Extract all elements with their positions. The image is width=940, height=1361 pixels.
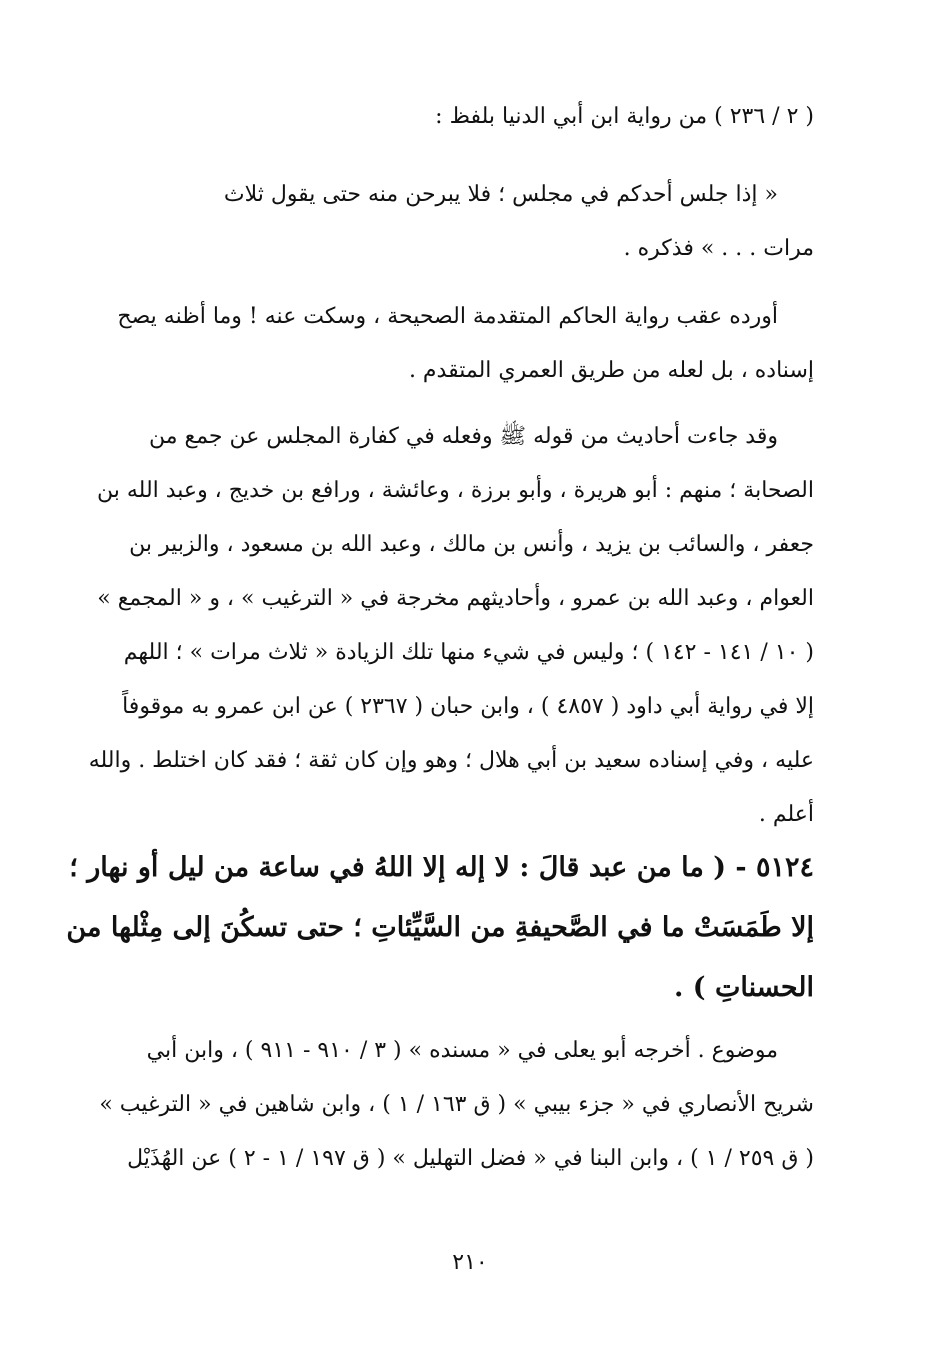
takhrij-paragraph [78, 1024, 814, 1186]
text-line: موضوع . أخرجه أبو يعلى في « مسنده » ( ٣ / ٩١٠ - ٩١١ ) ، وابن أبي [146, 1038, 778, 1063]
text-line: العوام ، وعبد الله بن عمرو ، وأحاديثهم مخرجة في « الترغيب » ، و « المجمع » [97, 586, 814, 611]
text-line: شريح الأنصاري في « جزء بيبي » ( ق ١٦٣ / ١ ) ، وابن شاهين في « الترغيب » [99, 1092, 814, 1117]
text-line: ( ١٠ / ١٤١ - ١٤٢ ) ؛ وليس في شيء منها تلك الزيادة « ثلاث مرات » ؛ اللهم [123, 640, 814, 665]
hadith-heading [66, 838, 814, 1018]
text-line: ( ٢ / ٢٣٦ ) من رواية ابن أبي الدنيا بلفظ : [435, 104, 814, 129]
text-line: مرات . . . » فذكره . [623, 236, 814, 261]
text-line: أورده عقب رواية الحاكم المتقدمة الصحيحة ، وسكت عنه ! وما أظنه يصح [117, 304, 778, 329]
text-line: أعلم . [758, 802, 814, 827]
text-line: إسناده ، بل لعله من طريق العمري المتقدم . [408, 358, 814, 383]
text-line: وقد جاءت أحاديث من قوله ﷺ وفعله في كفارة المجلس عن جمع من [148, 424, 778, 449]
comment-paragraph [78, 290, 814, 398]
text-line: إلا في رواية أبي داود ( ٤٨٥٧ ) ، وابن حبان ( ٢٣٦٧ ) عن ابن عمرو به موقوفاً [122, 694, 814, 719]
text-line: ( ق ٢٥٩ / ١ ) ، وابن البنا في « فضل التهليل » ( ق ١٩٧ / ١ - ٢ ) عن الهُذَيْل [127, 1146, 814, 1171]
text-line: جعفر ، والسائب بن يزيد ، وأنس بن مالك ، وعبد الله بن مسعود ، والزبير بن [129, 532, 814, 557]
text-line: « إذا جلس أحدكم في مجلس ؛ فلا يبرحن منه حتى يقول ثلاث [223, 182, 778, 207]
text-line: ٥١٢٤ - ( ما من عبد قالَ : لا إله إلا اللهُ في ساعة من ليل أو نهار ؛ [69, 852, 814, 883]
intro-paragraph [78, 90, 814, 144]
quoted-hadith-paragraph [78, 168, 814, 276]
page-number: ٢١٠ [452, 1250, 488, 1275]
text-line: عليه ، وفي إسناده سعيد بن أبي هلال ؛ وهو وإن كان ثقة ؛ فقد كان اختلط . والله [88, 748, 814, 773]
text-line: إلا طَمَسَتْ ما في الصَّحيفةِ من السَّيِّئاتِ ؛ حتى تسكُنَ إلى مِثْلها من [66, 912, 814, 943]
discussion-paragraph [78, 410, 814, 842]
text-line: الحسناتِ ) . [673, 972, 814, 1003]
text-line: الصحابة ؛ منهم : أبو هريرة ، وأبو برزة ، وعائشة ، ورافع بن خديج ، وعبد الله بن [97, 478, 814, 503]
